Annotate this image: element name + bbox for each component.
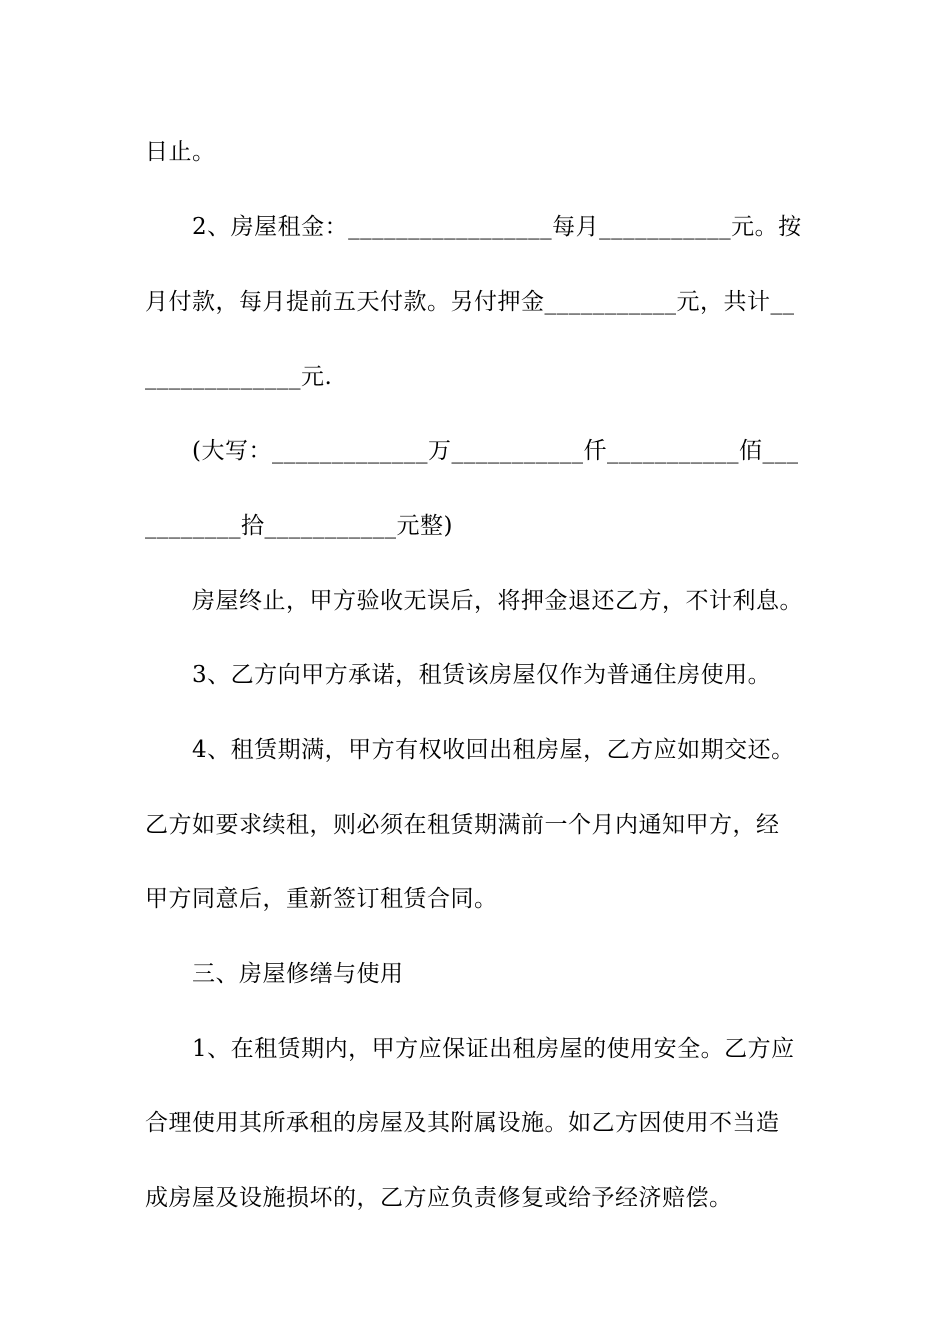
text-line: 4、租赁期满，甲方有权收回出租房屋，乙方应如期交还。: [192, 737, 795, 763]
text-line: 房屋终止，甲方验收无误后，将押金退还乙方，不计利息。: [192, 588, 803, 614]
text-line: 乙方如要求续租，则必须在租赁期满前一个月内通知甲方，经: [145, 812, 780, 838]
text-line: 甲方同意后，重新签订租赁合同。: [145, 886, 498, 912]
text-line: 日止。: [145, 139, 216, 165]
text-line: ________拾___________元整): [145, 513, 453, 539]
text-line: _____________元.: [145, 364, 333, 390]
section-heading: 三、房屋修缮与使用: [192, 961, 404, 987]
text-line: 1、在租赁期内，甲方应保证出租房屋的使用安全。乙方应: [192, 1036, 795, 1062]
text-line: 成房屋及设施损坏的，乙方应负责修复或给予经济赔偿。: [145, 1185, 733, 1211]
text-line: 3、乙方向甲方承诺，租赁该房屋仅作为普通住房使用。: [192, 662, 772, 688]
text-line: (大写：_____________万___________仟___________佰___: [192, 438, 799, 464]
text-line: 合理使用其所承租的房屋及其附属设施。如乙方因使用不当造: [145, 1110, 780, 1136]
text-line: 2、房屋租金：_________________每月___________元。按: [192, 214, 802, 240]
text-line: 月付款，每月提前五天付款。另付押金___________元，共计__: [145, 289, 795, 315]
